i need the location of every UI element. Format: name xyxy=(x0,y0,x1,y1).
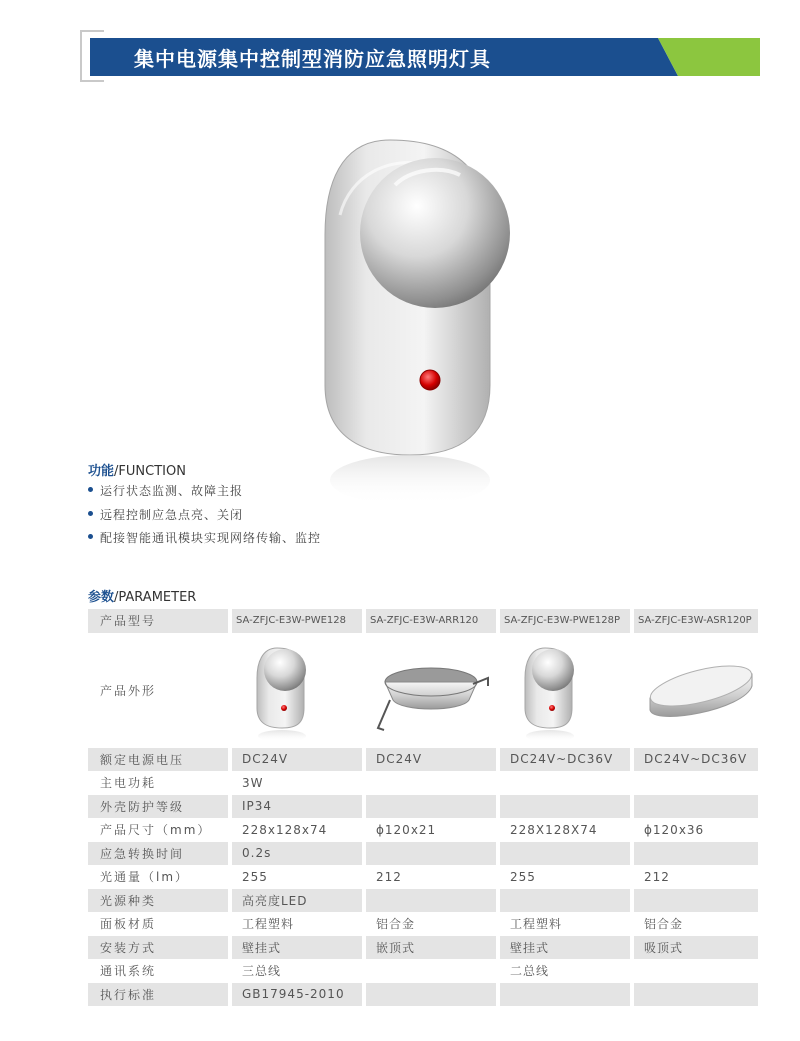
table-cell xyxy=(500,771,630,795)
table-cell xyxy=(634,771,758,795)
bullet-icon xyxy=(88,487,93,492)
table-row xyxy=(88,795,758,819)
table-row xyxy=(88,889,758,913)
table-row xyxy=(88,633,758,748)
parameter-table xyxy=(88,609,758,1006)
row-label: 面板材质 xyxy=(100,917,157,932)
table-cell: DC24V xyxy=(232,748,362,772)
table-row xyxy=(88,983,758,1007)
row-label: 产品型号 xyxy=(88,609,228,633)
table-cell: 255 xyxy=(510,869,536,884)
row-label: 光通量（lm） xyxy=(100,870,190,885)
table-cell xyxy=(634,795,758,819)
table-row xyxy=(88,771,758,795)
table-cell: 三总线 xyxy=(242,964,282,979)
table-cell xyxy=(366,795,496,819)
table-cell: 铝合金 xyxy=(376,917,416,932)
table-cell: ϕ120x21 xyxy=(376,822,437,837)
table-cell xyxy=(500,983,630,1007)
table-cell: 铝合金 xyxy=(644,917,684,932)
ceiling-disc-light-icon xyxy=(644,638,758,743)
table-cell xyxy=(366,959,496,983)
row-label: 应急转换时间 xyxy=(88,842,228,866)
product-thumb-cell xyxy=(366,633,496,748)
table-cell xyxy=(500,842,630,866)
table-cell: 二总线 xyxy=(510,964,550,979)
table-cell xyxy=(634,959,758,983)
table-cell: 255 xyxy=(242,869,268,884)
model-cell: SA-ZFJC-E3W-ASR120P xyxy=(634,609,758,633)
wall-light-icon xyxy=(510,638,620,743)
table-cell: 工程塑料 xyxy=(242,917,295,932)
table-cell: 228x128x74 xyxy=(242,822,328,837)
bullet-icon xyxy=(88,534,93,539)
function-item-text: 配接智能通讯模块实现网络传输、监控 xyxy=(100,531,322,545)
page-header xyxy=(80,38,760,76)
table-row xyxy=(88,842,758,866)
table-cell xyxy=(366,771,496,795)
product-thumb-cell xyxy=(500,633,630,748)
list-item xyxy=(88,506,321,530)
function-item-text: 远程控制应急点亮、关闭 xyxy=(100,507,244,522)
table-cell: 212 xyxy=(376,869,402,884)
row-label: 光源种类 xyxy=(88,889,228,913)
table-cell: ϕ120x36 xyxy=(644,822,705,837)
table-row xyxy=(88,748,758,772)
product-thumb-cell xyxy=(634,633,758,748)
table-cell xyxy=(500,795,630,819)
row-label: 产品外形 xyxy=(100,683,157,698)
product-thumb-cell xyxy=(232,633,362,748)
function-title-en: /FUNCTION xyxy=(114,464,186,479)
table-cell: DC24V~DC36V xyxy=(500,748,630,772)
product-hero-image xyxy=(300,115,520,515)
function-item-text: 运行状态监测、故障主报 xyxy=(100,484,244,498)
recessed-downlight-icon xyxy=(376,638,496,743)
wall-light-icon xyxy=(242,638,352,743)
function-title-cn: 功能 xyxy=(88,464,115,479)
table-cell xyxy=(500,889,630,913)
list-item xyxy=(88,529,321,553)
row-label: 额定电源电压 xyxy=(88,748,228,772)
table-cell: 0.2s xyxy=(232,842,362,866)
table-row xyxy=(88,609,758,633)
table-row xyxy=(88,818,758,842)
function-list xyxy=(88,482,321,553)
model-cell: SA-ZFJC-E3W-PWE128P xyxy=(500,609,630,633)
parameter-title-en: /PARAMETER xyxy=(114,590,197,605)
table-cell: DC24V~DC36V xyxy=(634,748,758,772)
table-cell xyxy=(366,983,496,1007)
table-row xyxy=(88,959,758,983)
row-label: 通讯系统 xyxy=(100,964,157,979)
table-cell: 228X128X74 xyxy=(510,822,598,837)
row-label: 执行标准 xyxy=(88,983,228,1007)
row-label: 安装方式 xyxy=(88,936,228,960)
table-cell: 嵌顶式 xyxy=(366,936,496,960)
model-cell: SA-ZFJC-E3W-ARR120 xyxy=(366,609,496,633)
table-cell xyxy=(634,842,758,866)
table-cell: 壁挂式 xyxy=(500,936,630,960)
table-cell: 壁挂式 xyxy=(232,936,362,960)
table-cell: 工程塑料 xyxy=(510,917,563,932)
table-cell: 212 xyxy=(644,869,670,884)
function-heading xyxy=(88,460,186,479)
table-cell: DC24V xyxy=(366,748,496,772)
table-cell: 高亮度LED xyxy=(232,889,362,913)
list-item xyxy=(88,482,321,506)
table-cell xyxy=(634,983,758,1007)
row-label: 产品尺寸（mm） xyxy=(100,823,212,838)
model-cell: SA-ZFJC-E3W-PWE128 xyxy=(232,609,362,633)
table-row xyxy=(88,936,758,960)
table-cell: GB17945-2010 xyxy=(232,983,362,1007)
bullet-icon xyxy=(88,511,93,516)
parameter-title-cn: 参数 xyxy=(88,590,115,605)
row-label: 主电功耗 xyxy=(100,776,157,791)
table-cell xyxy=(366,889,496,913)
page-title: 集中电源集中控制型消防应急照明灯具 xyxy=(134,47,491,71)
table-cell xyxy=(634,889,758,913)
table-row xyxy=(88,912,758,936)
table-cell xyxy=(366,842,496,866)
parameter-heading xyxy=(88,586,196,605)
table-cell: 吸顶式 xyxy=(634,936,758,960)
table-cell: IP34 xyxy=(232,795,362,819)
row-label: 外壳防护等级 xyxy=(88,795,228,819)
table-row xyxy=(88,865,758,889)
table-cell: 3W xyxy=(242,775,264,790)
